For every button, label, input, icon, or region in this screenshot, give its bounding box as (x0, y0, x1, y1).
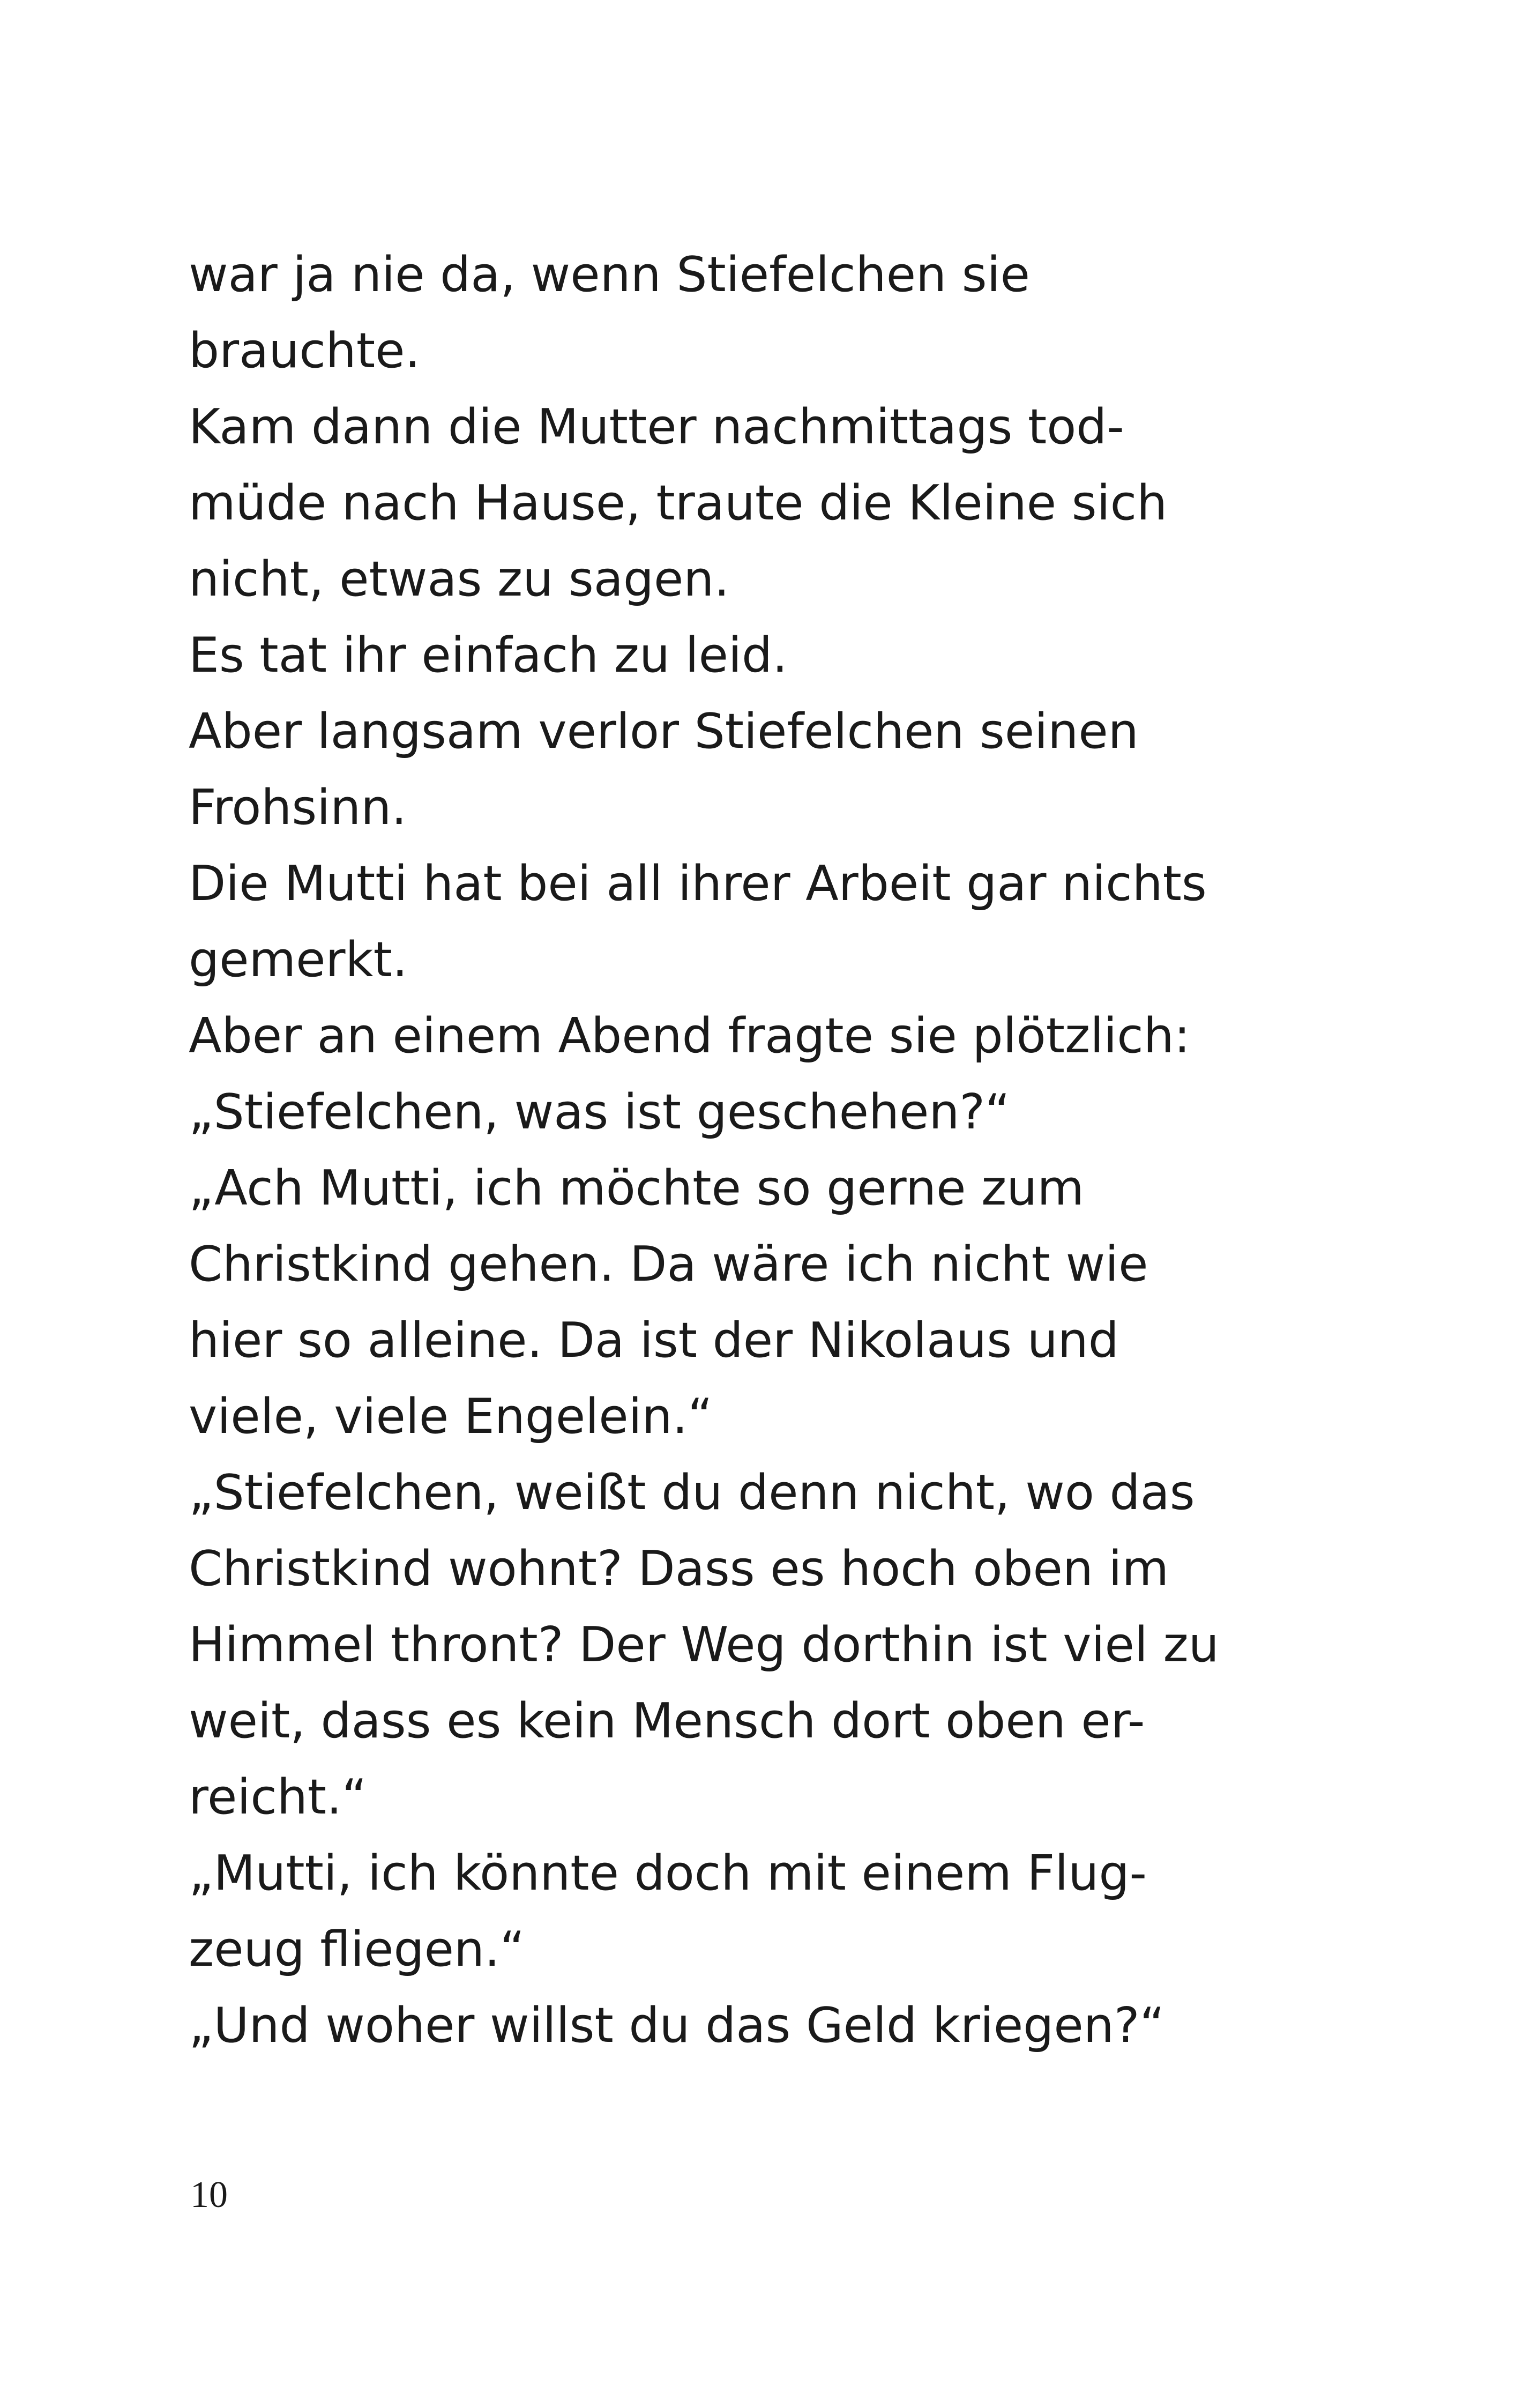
text-line: „Mutti, ich könnte doch mit einem Flug- (189, 1845, 1147, 1901)
body-text (189, 237, 1368, 2064)
text-line: reicht.“ (189, 1769, 367, 1825)
text-line: zeug fliegen.“ (189, 1921, 525, 1978)
text-line: viele, viele Engelein.“ (189, 1388, 713, 1445)
text-line: Aber an einem Abend fragte sie plötzlich: (189, 1008, 1191, 1064)
text-line: war ja nie da, wenn Stiefelchen sie (189, 247, 1030, 303)
text-line: müde nach Hause, traute die Kleine sich (189, 475, 1168, 531)
text-line: Die Mutti hat bei all ihrer Arbeit gar nichts (189, 856, 1207, 912)
text-line: gemerkt. (189, 932, 408, 988)
text-line: Aber langsam verlor Stiefelchen seinen (189, 703, 1139, 760)
text-line: Es tat ihr einfach zu leid. (189, 627, 788, 683)
text-line: nicht, etwas zu sagen. (189, 551, 730, 607)
text-line: brauchte. (189, 323, 421, 379)
text-line: Kam dann die Mutter nachmittags tod- (189, 399, 1124, 455)
text-line: Christkind wohnt? Dass es hoch oben im (189, 1541, 1169, 1597)
text-line: „Stiefelchen, weißt du denn nicht, wo das (189, 1465, 1195, 1521)
text-line: „Ach Mutti, ich möchte so gerne zum (189, 1160, 1085, 1216)
text-line: hier so alleine. Da ist der Nikolaus und (189, 1312, 1119, 1369)
text-line: „Und woher willst du das Geld kriegen?“ (189, 1997, 1165, 2054)
page-number: 10 (190, 2174, 228, 2216)
text-line: „Stiefelchen, was ist geschehen?“ (189, 1084, 1010, 1140)
text-line: weit, dass es kein Mensch dort oben er- (189, 1693, 1145, 1749)
text-line: Himmel thront? Der Weg dorthin ist viel zu (189, 1617, 1219, 1673)
text-line: Christkind gehen. Da wäre ich nicht wie (189, 1236, 1148, 1292)
text-line: Frohsinn. (189, 779, 407, 836)
